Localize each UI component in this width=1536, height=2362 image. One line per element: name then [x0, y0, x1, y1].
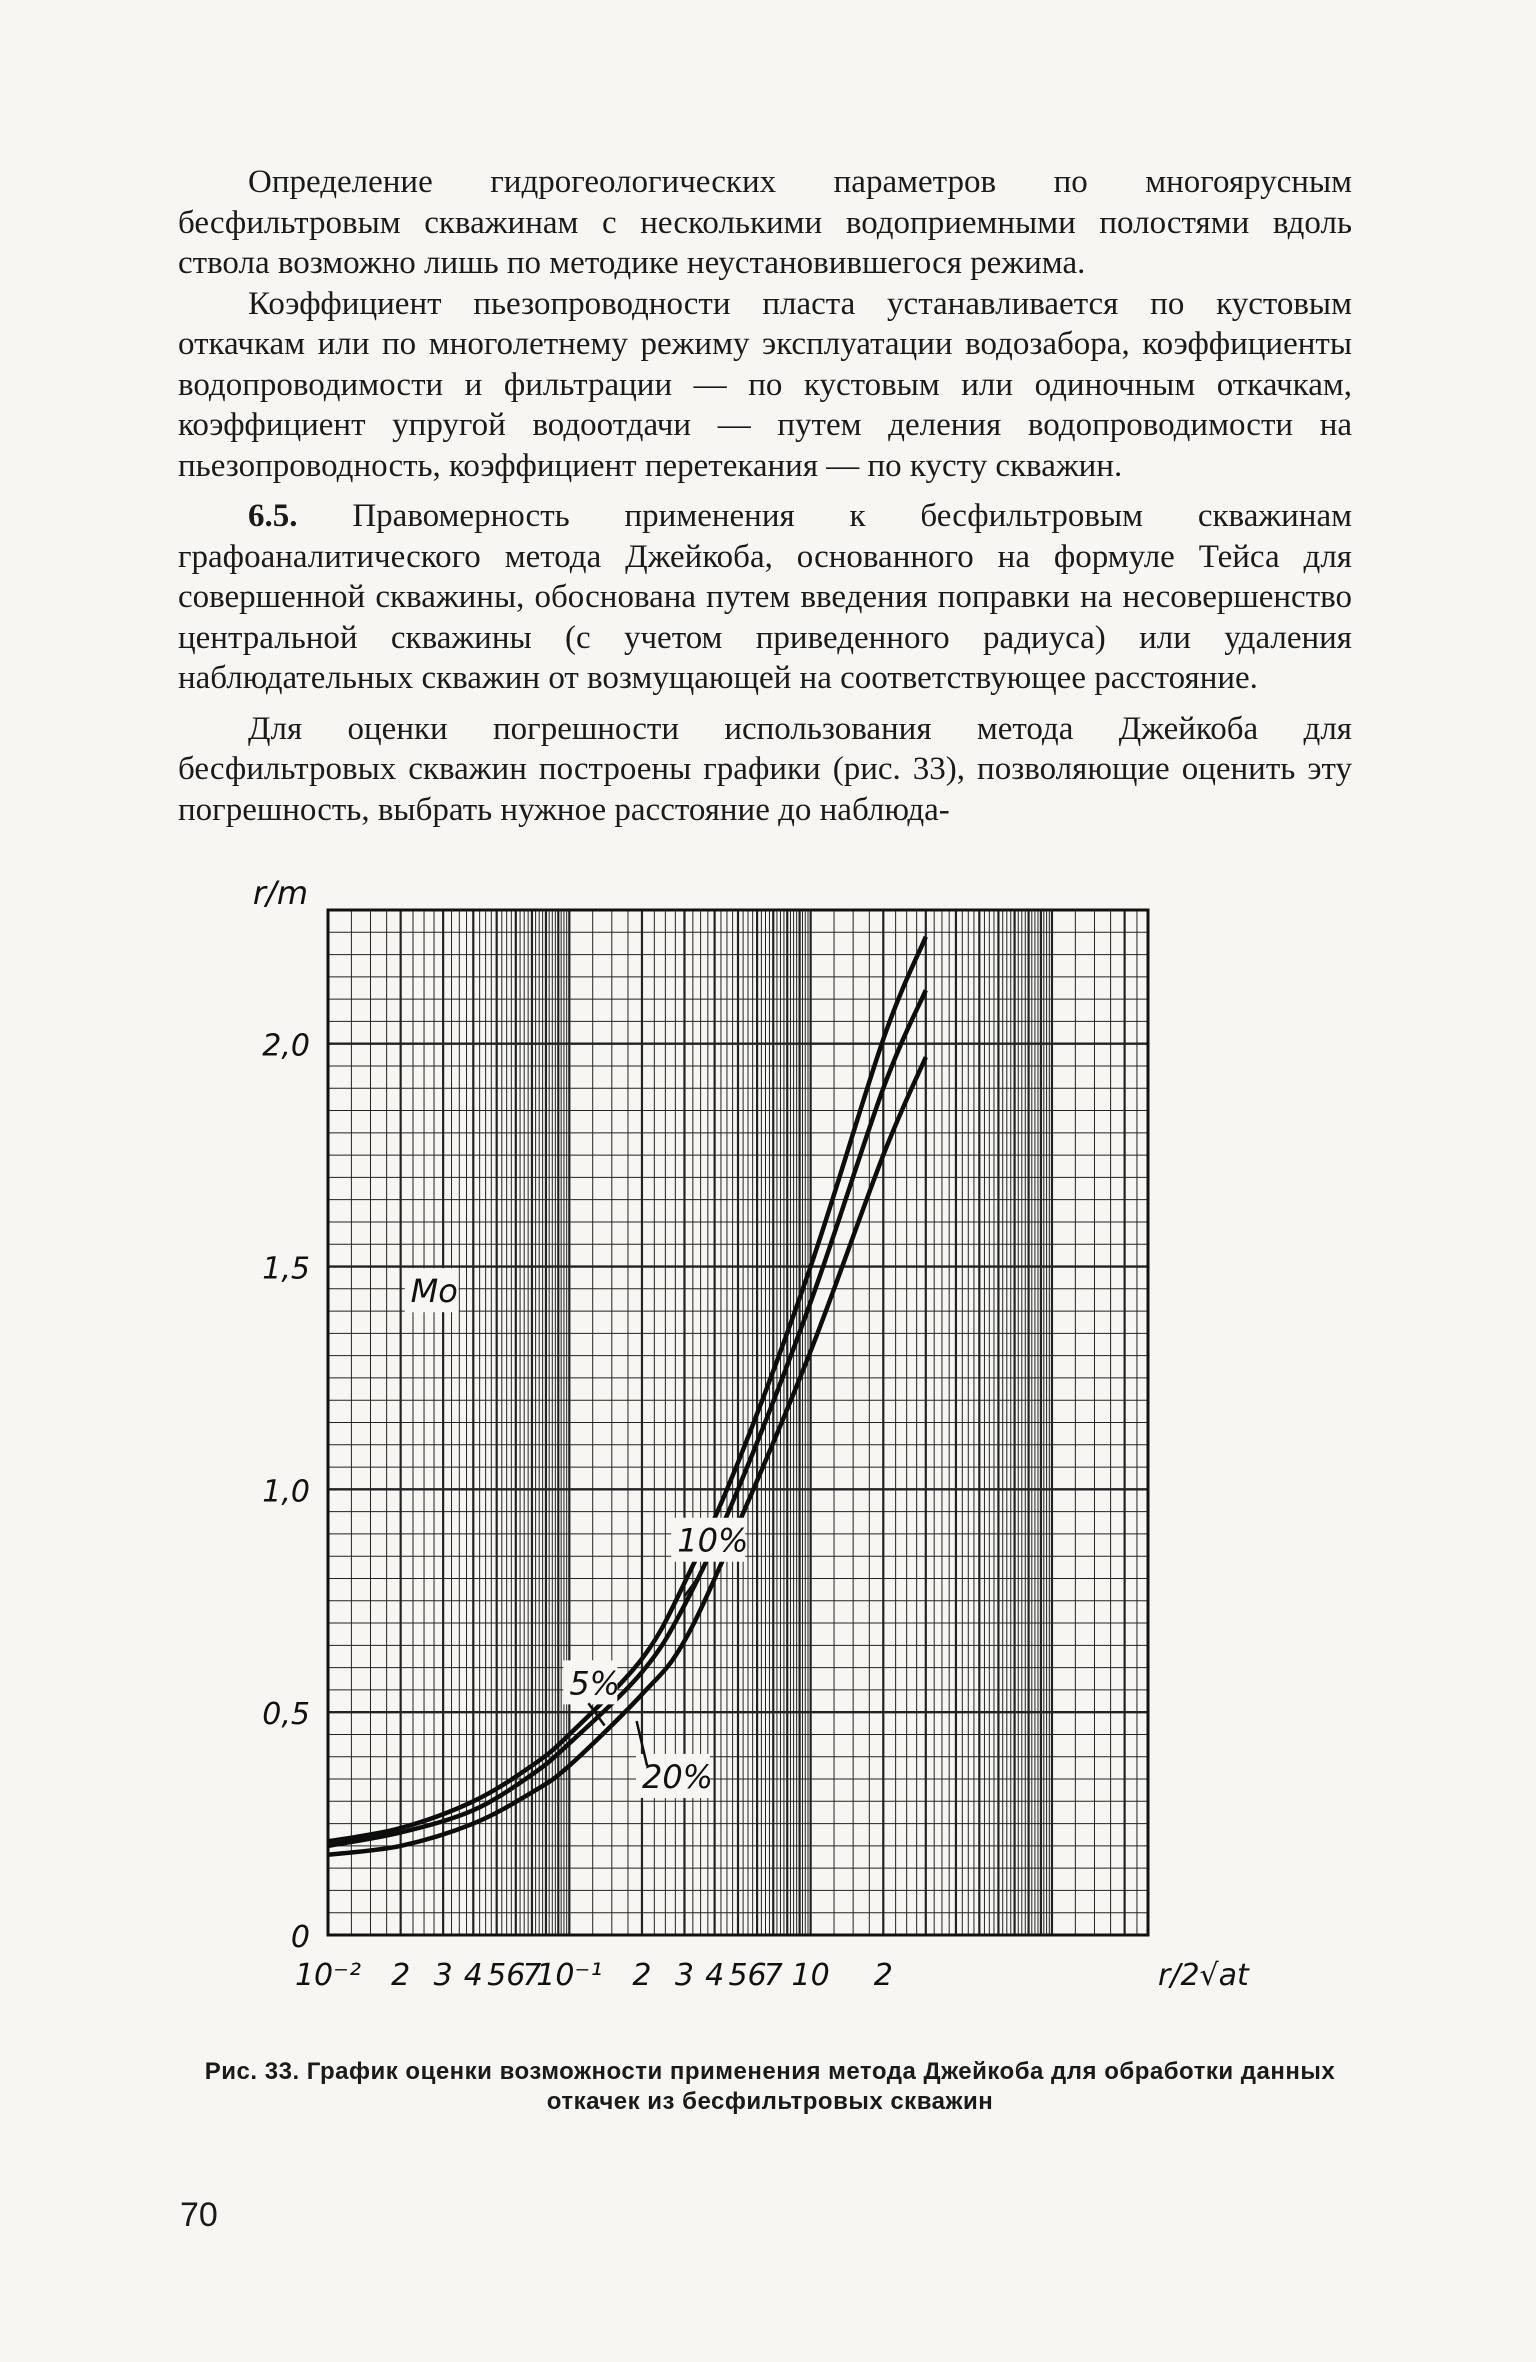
- x-tick-label: 2: [391, 1958, 411, 1993]
- series-line-20pct: [328, 1057, 926, 1855]
- x-tick-label: 6: [747, 1958, 767, 1993]
- y-tick-label: 0: [290, 1920, 310, 1955]
- y-tick-label: 0,5: [262, 1697, 310, 1733]
- y-axis-label: r/m: [252, 874, 308, 912]
- x-axis-label: r/2√at: [1158, 1958, 1249, 1993]
- annotation-label: 20%: [641, 1757, 714, 1796]
- paragraph-3-text: Правомерность применения к бесфильтровым скважинам графоаналитического метода Джейкоба, основанного на формуле Тейса для совершенной скважины, обоснована путем введения поправки на несовершенство центральной скважины (с учетом приведенного радиуса) или удаления наблюдательных скважин от возмущающей на соответствующее расстояние.: [178, 498, 1352, 696]
- x-tick-label: 10⁻¹: [536, 1958, 603, 1993]
- x-tick-label: 10: [791, 1958, 830, 1993]
- annotation-label: Мо: [410, 1272, 458, 1311]
- series-line-5pct: [328, 937, 926, 1842]
- x-tick-label: 7: [522, 1958, 542, 1993]
- x-tick-label: 4: [463, 1958, 483, 1993]
- y-tick-label: 1,5: [262, 1251, 310, 1287]
- annotation-label: 10%: [677, 1521, 749, 1560]
- y-tick-label: 2,0: [262, 1028, 310, 1064]
- x-tick-label: 2: [632, 1958, 652, 1993]
- x-tick-label: 10⁻²: [294, 1958, 362, 1993]
- x-tick-label: 5: [487, 1958, 507, 1993]
- x-tick-label: 3: [433, 1958, 453, 1993]
- y-tick-label: 1,0: [262, 1474, 310, 1510]
- paragraph-1: Определение гидрогеологических параметров по многоярусным бесфильтровым скважинам с несколькими водоприемными полостями вдоль ствола возможно лишь по методике неустановившегося режима.: [178, 164, 1352, 281]
- x-tick-label: 4: [705, 1958, 725, 1993]
- x-tick-label: 3: [674, 1958, 695, 1993]
- x-tick-label: 6: [506, 1958, 526, 1993]
- paragraph-4: Для оценки погрешности использования метода Джейкоба для бесфильтровых скважин построены графики (рис. 33), позволяющие оценить эту погрешность, выбрать нужное расстояние до наблюда-: [178, 710, 1352, 828]
- section-number: 6.5.: [248, 498, 298, 534]
- x-tick-label: 7: [763, 1958, 783, 1993]
- annotation-label: 5%: [569, 1664, 621, 1703]
- x-tick-label: 5: [728, 1958, 748, 1993]
- page-number: 70: [180, 2196, 218, 2234]
- figure-caption: Рис. 33. График оценки возможности применения метода Джейкоба для обработки данных откачек из бесфильтровых скважин: [204, 2058, 1336, 2115]
- series-line-10pct: [328, 990, 926, 1846]
- paragraph-2: Коэффициент пьезопроводности пласта устанавливается по кустовым откачкам или по многолетнему режиму эксплуатации водозабора, коэффициенты водопроводимости и фильтрации — по кустовым или одиночным откачкам, коэффициент упругой водоотдачи — путем деления водопроводимости на пьезопроводность, коэффициент перетекания — по кусту скважин.: [178, 285, 1352, 484]
- x-tick-label: 2: [873, 1958, 893, 1993]
